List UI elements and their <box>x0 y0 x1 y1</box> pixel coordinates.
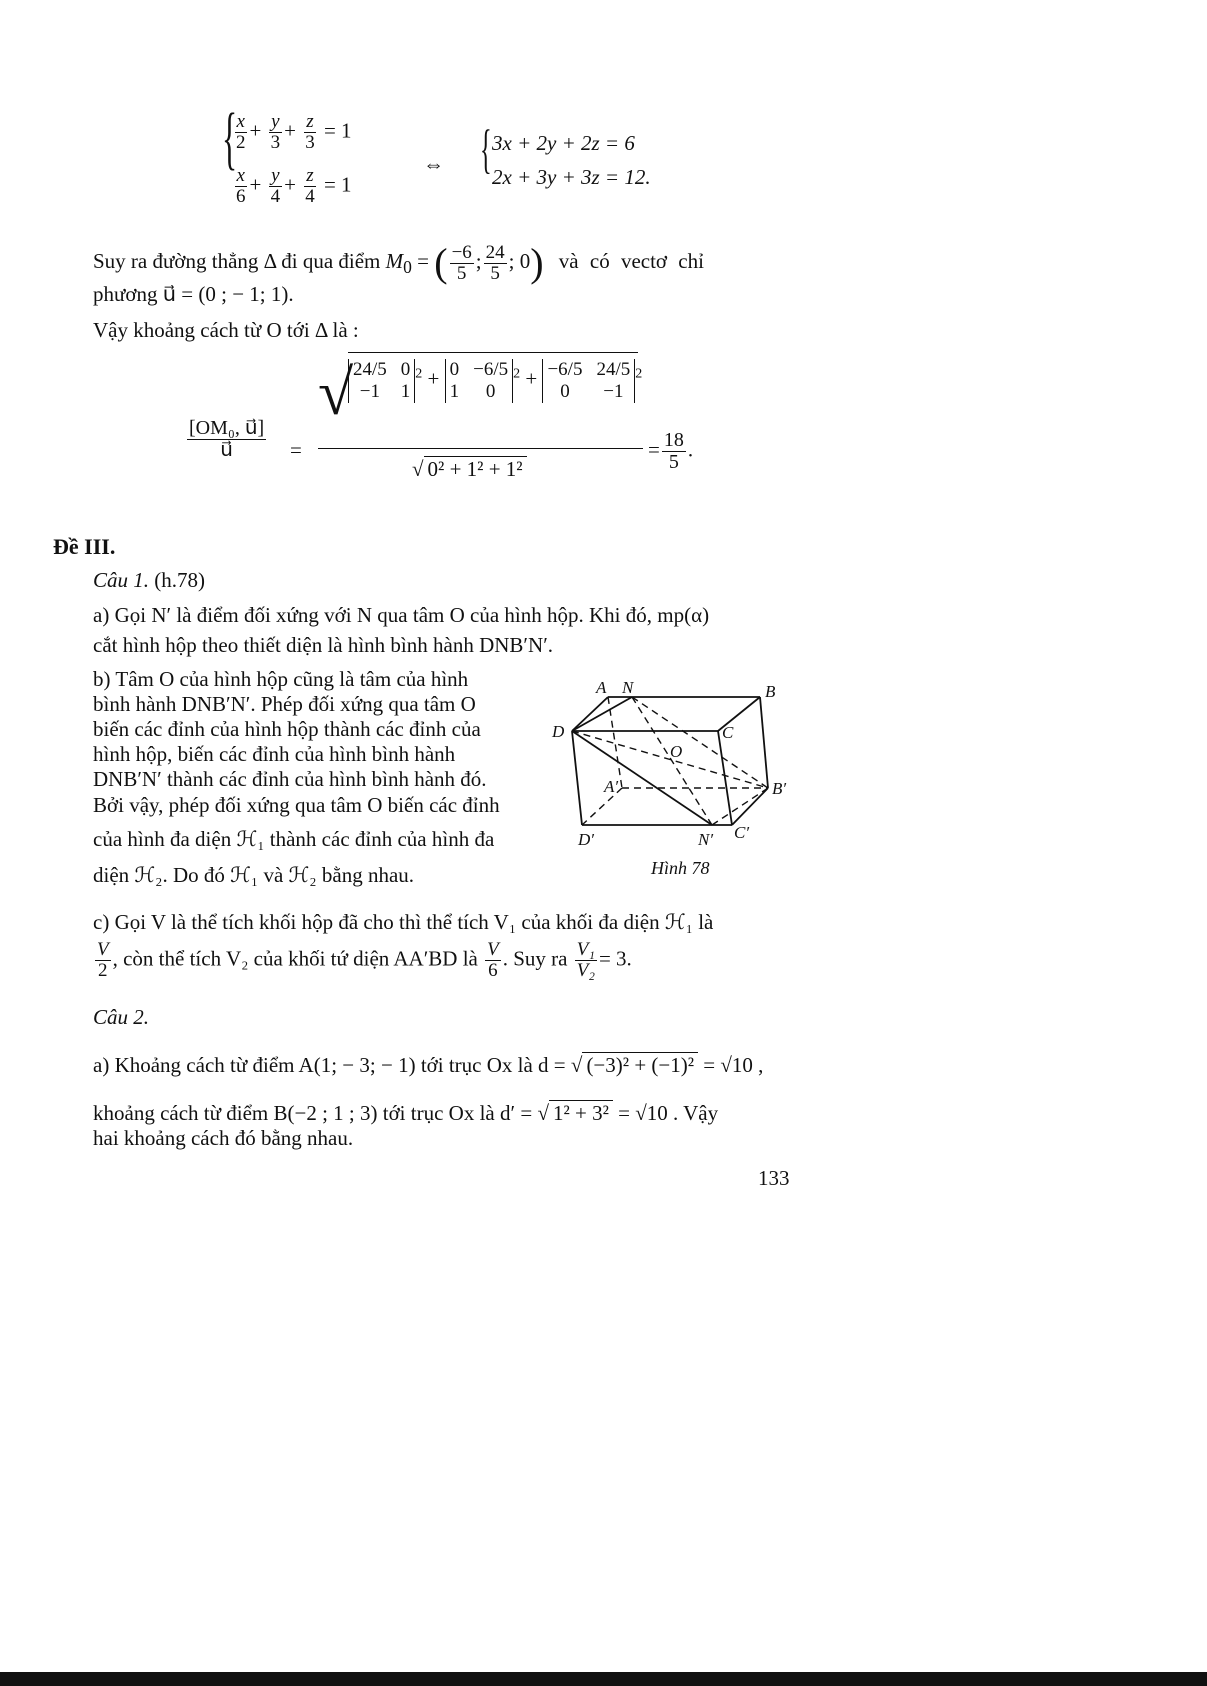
cell: 0 <box>485 380 496 402</box>
den: 4 <box>270 185 281 207</box>
plus: + <box>427 366 440 391</box>
cau1-b-line: của hình đa diện ℋ₁ thành các đỉnh của hình đa <box>93 827 495 851</box>
cau1-b-line: diện ℋ₂. Do đó ℋ₁ và ℋ₂ bằng nhau. <box>93 863 415 887</box>
paragraph-line: Suy ra đường thẳng Δ đi qua điểm $M_0$ = ( $\frac{-6}{5}$ ; $\frac{24}{5}$ ; 0) và có vectơ chỉ <box>93 240 704 285</box>
left-brace: { <box>222 100 238 177</box>
den: 5 <box>490 262 500 284</box>
right-brace: { <box>480 119 492 179</box>
cau1-b-line: biến các đỉnh của hình hộp thành các đỉnh của <box>93 717 481 741</box>
cau1-b-line: b) Tâm O của hình hộp cũng là tâm của hình <box>93 667 469 691</box>
equals: = <box>290 438 302 462</box>
num: x <box>236 165 245 186</box>
label-o: O <box>670 742 683 761</box>
label-n: N <box>622 678 634 697</box>
determinant-1 <box>348 359 415 403</box>
ref: (h.78) <box>154 568 206 592</box>
label-c: C <box>722 723 734 742</box>
label-a: A <box>596 678 607 697</box>
text: = √10 , <box>703 1053 764 1077</box>
distance-lhs <box>185 418 268 461</box>
exp: 2 <box>415 366 423 382</box>
distance-result: = $\frac{18}{5}$ . <box>648 429 694 473</box>
num: y <box>271 111 280 132</box>
equation-4: 2x + 3y + 3z = 12. <box>492 165 651 189</box>
label-b1: B′ <box>772 779 787 798</box>
num: 18 <box>663 429 684 451</box>
cau1-a-line: a) Gọi N′ là điểm đối xứng với N qua tâm O của hình hộp. Khi đó, mp(α) <box>93 603 710 627</box>
den: u⃗ <box>220 439 233 461</box>
zero: ; 0 <box>508 248 531 273</box>
label-a1: A′ <box>604 777 619 796</box>
cell: 0 <box>400 359 411 380</box>
text: khoảng cách từ điểm B(−2 ; 1 ; 3) tới trục Ox là d′ = <box>93 1101 533 1125</box>
eq: = <box>417 248 429 273</box>
text: . Suy ra <box>502 946 568 971</box>
num: V₁ <box>576 939 595 960</box>
edge-b1c1 <box>732 788 768 825</box>
cau2-title: Câu 2. <box>93 1005 150 1029</box>
den: 3 <box>305 131 315 153</box>
num: [OM₀, u⃗] <box>189 417 265 439</box>
cau2-a-line: khoảng cách từ điểm B(−2 ; 1 ; 3) tới trục Ox là d′ = √ 1² + 3² = √10 . Vậy <box>93 1101 719 1125</box>
equation-1: $\frac{x}{2}$ + $\frac{y}{3}$ + $\frac{z}{3}$ = 1 <box>236 111 352 153</box>
num: y <box>271 165 280 186</box>
exp: 2 <box>635 366 643 382</box>
plus: + <box>525 366 538 391</box>
num: x <box>236 111 245 132</box>
cau2-a-line: a) Khoảng cách từ điểm A(1; − 3; − 1) tới trục Ox là d = √ (−3)² + (−1)² = √10 , <box>93 1053 764 1077</box>
edge-bb1 <box>760 697 768 788</box>
cau1-title <box>93 568 205 592</box>
cell: 1 <box>400 380 411 402</box>
num: z <box>306 111 314 132</box>
den: 4 <box>305 185 315 207</box>
m0: M <box>385 248 404 273</box>
den: 6 <box>236 185 246 207</box>
rhs: = 1 <box>323 172 352 197</box>
distance-numerator: √ 24/5 0 −1 1 $^2$ + 0 −6/5 1 0 $^2$ + −6/5 24/5 0 −1 $^2$ <box>318 350 643 449</box>
num: V <box>97 939 109 960</box>
cell: 0 <box>560 380 570 402</box>
cau1-b-line: hình hộp, biến các đỉnh của hình bình hành <box>93 742 456 766</box>
equation-2: $\frac{x}{6}$ + $\frac{y}{4}$ + $\frac{z}{4}$ = 1 <box>236 165 352 207</box>
den: V₂ <box>576 959 595 981</box>
den: 2 <box>236 131 246 153</box>
cau1-b-line: DNB′N′ thành các đỉnh của hình bình hành đó. <box>93 767 487 791</box>
paragraph-line: phương u⃗ = (0 ; − 1; 1). <box>93 282 294 306</box>
label-d1: D′ <box>578 830 594 849</box>
text: = 3. <box>598 946 632 971</box>
equation-3: 3x + 2y + 2z = 6 <box>492 131 635 155</box>
cell: 1 <box>449 380 460 402</box>
section-heading: Đề III. <box>53 534 116 559</box>
cau1-c-line2 <box>93 940 632 981</box>
determinant-3 <box>542 359 635 403</box>
cell: −1 <box>359 380 380 402</box>
label-d: D <box>552 722 565 741</box>
cau1-b-line: Bởi vậy, phép đối xứng qua tâm O biến các đỉnh <box>93 793 500 817</box>
cell: −6/5 <box>547 359 583 380</box>
edge-nn1 <box>632 697 712 825</box>
edge-n1b1 <box>712 788 768 825</box>
label-n1: N′ <box>698 830 714 849</box>
text: a) Khoảng cách từ điểm A(1; − 3; − 1) tới trục Ox là d = <box>93 1053 566 1077</box>
edge-cc1 <box>718 731 732 825</box>
cell: −1 <box>603 380 624 402</box>
figure-caption: Hình 78 <box>651 858 710 878</box>
sub: 0 <box>403 257 412 277</box>
rhs: = 1 <box>323 118 352 143</box>
text: và có vectơ chỉ <box>558 248 704 273</box>
cell: 24/5 <box>596 359 631 380</box>
edge-dn1 <box>572 731 712 825</box>
distance-denominator: √ 0² + 1² + 1² <box>412 456 527 481</box>
edge-dd1 <box>572 731 582 825</box>
figure-78-parallelepiped <box>540 670 800 860</box>
num: 24 <box>485 241 505 263</box>
text: , còn thể tích V₂ của khối tứ diện AA′BD là <box>112 946 478 971</box>
num: −6 <box>451 241 472 263</box>
page-number: 133 <box>758 1166 790 1190</box>
radicand: (−3)² + (−1)² <box>582 1052 698 1077</box>
label-c1: C′ <box>734 823 750 842</box>
radicand: 0² + 1² + 1² <box>424 456 527 481</box>
edge-nb1 <box>632 697 768 788</box>
den: 2 <box>98 959 108 981</box>
label-b: B <box>765 682 776 701</box>
den: 5 <box>668 451 679 473</box>
cell: 0 <box>449 359 460 380</box>
cau1-c-line: c) Gọi V là thể tích khối hộp đã cho thì thể tích V₁ của khối đa diện ℋ₁ là <box>93 910 714 934</box>
cau1-b-line: bình hành DNB′N′. Phép đối xứng qua tâm O <box>93 692 476 716</box>
den: 6 <box>488 959 498 981</box>
exp: 2 <box>513 366 521 382</box>
num: V <box>487 939 499 960</box>
den: 5 <box>456 262 467 284</box>
paragraph-line: Vậy khoảng cách từ O tới Δ là : <box>93 318 359 342</box>
text: = √10 . Vậy <box>618 1101 719 1125</box>
text: Suy ra đường thẳng Δ đi qua điểm <box>93 248 381 273</box>
determinant-2 <box>445 359 514 403</box>
cau1-a-line: cắt hình hộp theo thiết diện là hình bình hành DNB′N′. <box>93 633 554 657</box>
num: z <box>306 165 314 186</box>
scan-border <box>0 1672 1207 1686</box>
equivalence-symbol: ⇔ <box>423 152 444 176</box>
cau2-a-line: hai khoảng cách đó bằng nhau. <box>93 1126 354 1150</box>
cell: 24/5 <box>353 359 387 380</box>
radicand: 1² + 3² <box>549 1100 613 1125</box>
cell: −6/5 <box>473 359 509 380</box>
den: 3 <box>270 131 281 153</box>
title: Câu 1. <box>93 568 150 592</box>
